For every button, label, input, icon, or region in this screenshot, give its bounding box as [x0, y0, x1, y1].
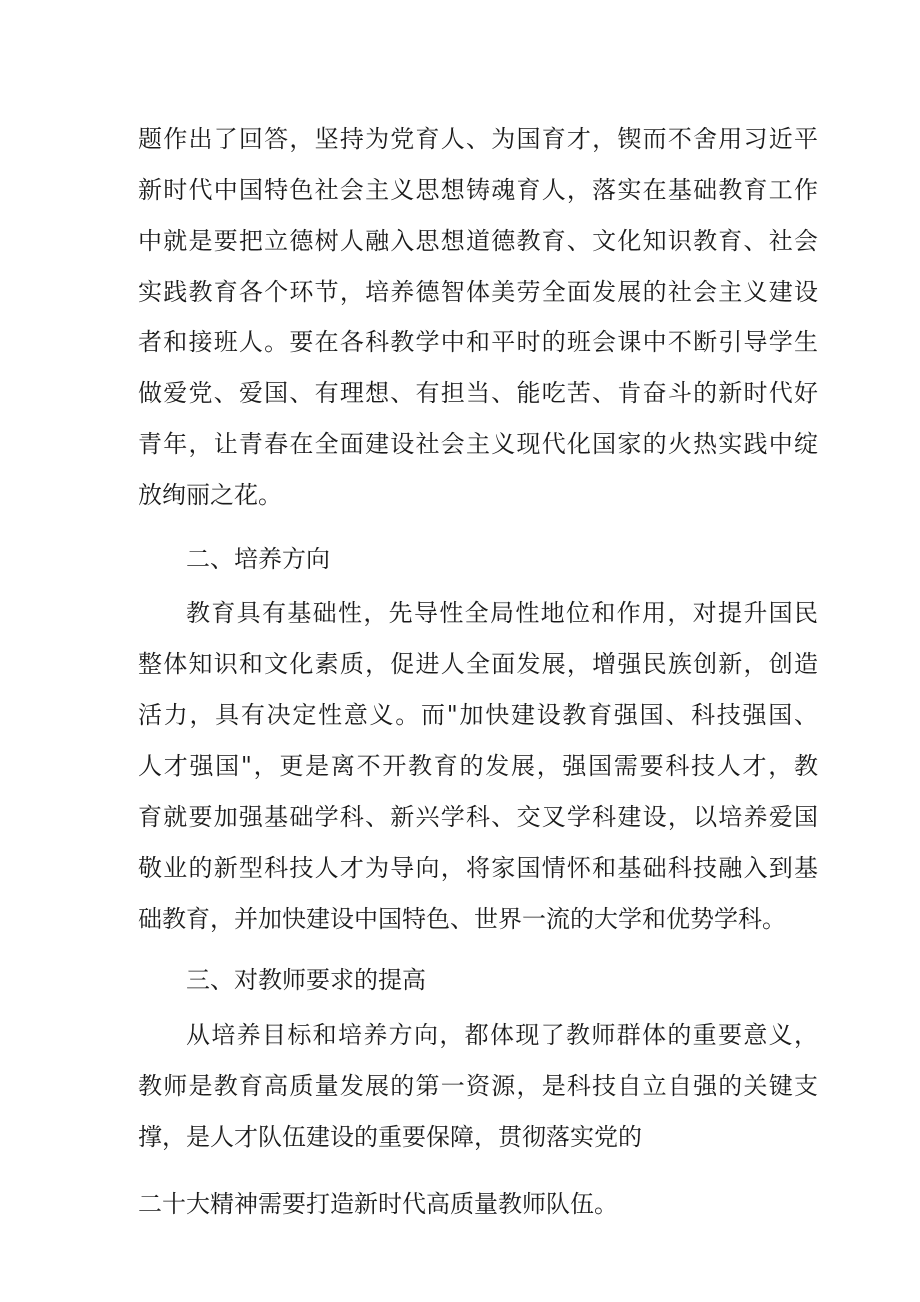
paragraph-line: 整体知识和文化素质，促进人全面发展，增强民族创新，创造 [138, 650, 818, 678]
paragraph-line: 中就是要把立德树人融入思想道德教育、文化知识教育、社会 [138, 227, 818, 255]
paragraph-line: 从培养目标和培养方向，都体现了教师群体的重要意义， [186, 1021, 818, 1049]
section-heading: 三、对教师要求的提高 [186, 966, 426, 994]
paragraph-line: 题作出了回答，坚持为党育人、为国育才，锲而不舍用习近平 [138, 125, 818, 153]
paragraph-line: 教育具有基础性，先导性全局性地位和作用，对提升国民 [186, 599, 818, 627]
paragraph-line: 放绚丽之花。 [138, 481, 282, 509]
paragraph-line: 青年，让青春在全面建设社会主义现代化国家的火热实践中绽 [138, 430, 818, 458]
paragraph-line: 二十大精神需要打造新时代高质量教师队伍。 [138, 1190, 618, 1218]
paragraph-line: 做爱党、爱国、有理想、有担当、能吃苦、肯奋斗的新时代好 [138, 379, 818, 407]
paragraph-line: 础教育，并加快建设中国特色、世界一流的大学和优势学科。 [138, 905, 786, 933]
section-heading: 二、培养方向 [186, 545, 330, 573]
paragraph-line: 者和接班人。要在各科教学中和平时的班会课中不断引导学生 [138, 328, 818, 356]
paragraph-line: 育就要加强基础学科、新兴学科、交叉学科建设，以培养爱国 [138, 803, 818, 831]
paragraph-line: 活力，具有决定性意义。而"加快建设教育强国、科技强国、 [138, 701, 818, 729]
paragraph-line: 新时代中国特色社会主义思想铸魂育人，落实在基础教育工作 [138, 176, 818, 204]
paragraph-line: 教师是教育高质量发展的第一资源，是科技自立自强的关键支 [138, 1072, 818, 1100]
paragraph-line: 撑，是人才队伍建设的重要保障，贯彻落实党的 [138, 1123, 642, 1151]
paragraph-line: 实践教育各个环节，培养德智体美劳全面发展的社会主义建设 [138, 278, 818, 306]
paragraph-line: 敬业的新型科技人才为导向，将家国情怀和基础科技融入到基 [138, 854, 818, 882]
paragraph-line: 人才强国"，更是离不开教育的发展，强国需要科技人才，教 [138, 752, 818, 780]
